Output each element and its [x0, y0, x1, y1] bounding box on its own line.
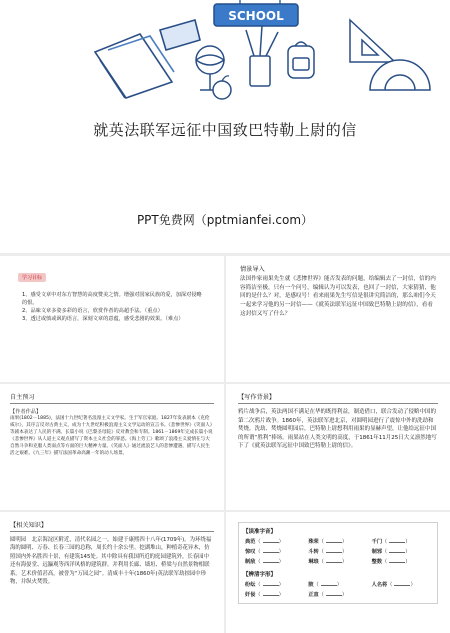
goal-item: 1、感受文章中对东方智慧的高度赞美之情。增强对国家民族的爱，加深对侵略的恨。 — [22, 292, 202, 307]
school-sign-icon — [214, 0, 298, 26]
divider — [238, 403, 438, 404]
vocab-word: 制敌（ ） — [245, 559, 284, 565]
background-slide[interactable] — [226, 384, 450, 510]
vocab-word: 陂（ ） — [308, 582, 342, 588]
preview-slide[interactable] — [0, 384, 224, 510]
pronunciation-heading: 【读准字音】 — [243, 529, 277, 535]
vocab-word: 制邪（ ） — [371, 549, 411, 555]
backpack-icon — [288, 42, 314, 78]
background-heading: 【写作背景】 — [238, 394, 276, 401]
pronunciation-grid — [239, 538, 437, 565]
learning-goals-tag: 学习目标 — [18, 273, 46, 282]
vocab-word: 正直（ ） — [308, 592, 348, 598]
author-heading: 【作者作品】 — [10, 409, 42, 415]
books-icon — [95, 20, 200, 98]
svg-text:SCHOOL: SCHOOL — [228, 9, 284, 23]
divider — [10, 403, 214, 404]
pencil-cup-icon — [246, 26, 278, 86]
divider — [10, 531, 214, 532]
presentation-title: 就英法联军远征中国致巴特勒上尉的信 — [93, 121, 357, 139]
vocab-word: 典范（ ） — [245, 539, 284, 545]
apple-icon — [213, 76, 231, 99]
title-slide[interactable] — [0, 0, 450, 253]
ruler-icon — [350, 20, 395, 62]
vocab-word: 人名将（ ） — [371, 582, 416, 588]
learning-goals-slide[interactable] — [0, 256, 224, 382]
vocab-word: 琳琅（ ） — [308, 559, 348, 565]
goal-item: 3、透过或愤或讽的语言，深刻文章的意蕴，感受悲剧的效果。（难点） — [22, 316, 184, 323]
vocab-word: 惊叹（ ） — [245, 549, 284, 555]
knowledge-heading: 【相关知识】 — [10, 522, 48, 529]
vocab-word: 千门（ ） — [371, 539, 411, 545]
introduction-heading: 情景导入 — [240, 266, 265, 273]
preview-heading: 自主预习 — [10, 394, 35, 401]
goal-item: 2、品味文章多姿多彩的语言，欣赏作者的高超手法。（重点） — [22, 308, 163, 315]
vocab-word: 纷纭（ ） — [245, 582, 284, 588]
vocab-word: 整数（ ） — [371, 559, 411, 565]
protractor-icon — [370, 60, 430, 90]
spelling-grid — [239, 581, 437, 598]
learning-goals-list — [0, 283, 224, 323]
knowledge-text: 圆明园 北京海淀区附近，清代名园之一。始建于康熙四十八年(1709年)。为环绕福海的圆明、万春、长春三园的总称，周长约十余公里。挖湖堆山，种植奇花异木，仿照国内外名胜四十景，有建筑145处。其中除具有我国所近的庭园建筑外，长春园中还有海晏堂、远瀛观等西洋风格的建筑群。并利用长廊、墙垣、桥梁与自然景物相联系。艺术价值甚高，被誉为“万园之园”。清咸丰十年(1860年)英法联军劫掠园中珍物，并纵火焚毁。 — [10, 537, 212, 585]
author-text: 雨果(1802－1885)，法国十九世纪著名浪漫主义文学家。生于军官家庭。1827年发表剧本《克伦威尔》，其序言反对古典主义，成为十九世纪积极浪漫主义文学运动的宣言书。《悲惨世界》《笑面人》等剧本表达了人民的不满。长篇小说《巴黎圣母院》反对教会和专制。1861－1869年完成长篇小说《悲惨世界》从人道主义观点描写了资本主义社会的罪恶。《海上劳工》歌颂了浪漫主义爱情在与大自然斗争和克服人类弱点等方面的巨大精神力量。《笑面人》通过流浪艺人的悲惨遭遇，描写人民生活之艰难。《九三年》描写法国革命高潮一年的动人场景。 — [10, 416, 213, 456]
school-supplies-illustration — [0, 0, 450, 100]
vocabulary-box — [238, 522, 438, 604]
knowledge-slide[interactable] — [0, 512, 224, 633]
vocabulary-slide[interactable] — [226, 512, 450, 633]
vocab-word: 奸佞（ ） — [245, 592, 284, 598]
vocab-word: 殊荣（ ） — [308, 539, 348, 545]
vocab-word: 斗转（ ） — [308, 549, 348, 555]
spelling-heading: 【辨清字形】 — [243, 572, 277, 578]
background-text: 鸦片战争后，英法两国不满足在华的既得利益，制造借口，联合发动了侵略中国的第二次鸦片战争。1860年，英法联军进北京，对圆明园进行了震惊中外的洗劫和焚烧。洗劫、焚烧圆明园后，巴特勒上尉想利用雨果的显赫声望，让他给远征中国的所谓“胜利”捧场。雨果站在人类文明的高度，于1861年11月25日大义凛然地写下了《就英法联军远征中国致巴特勒上尉的信》。 — [238, 409, 437, 450]
introduction-slide[interactable] — [226, 256, 450, 382]
introduction-text: 法国作家雨果先生就《悲惨世界》能否发表的问题，给编辑去了一封信，信的内容简洁至极，只有一个问号，编辑认为可以发表，也回了一封信，大家猜猜，他回的是什么？对，是感叹号！看来雨果先生写信是很讲究简洁的，那么咱们今天一起来学习他的另一封信——《就英法联军远征中国致巴特勒上尉的信》，看看这封信又写了什么？ — [240, 276, 436, 317]
website-credit: PPT免费网（pptmianfei.com） — [136, 213, 314, 227]
